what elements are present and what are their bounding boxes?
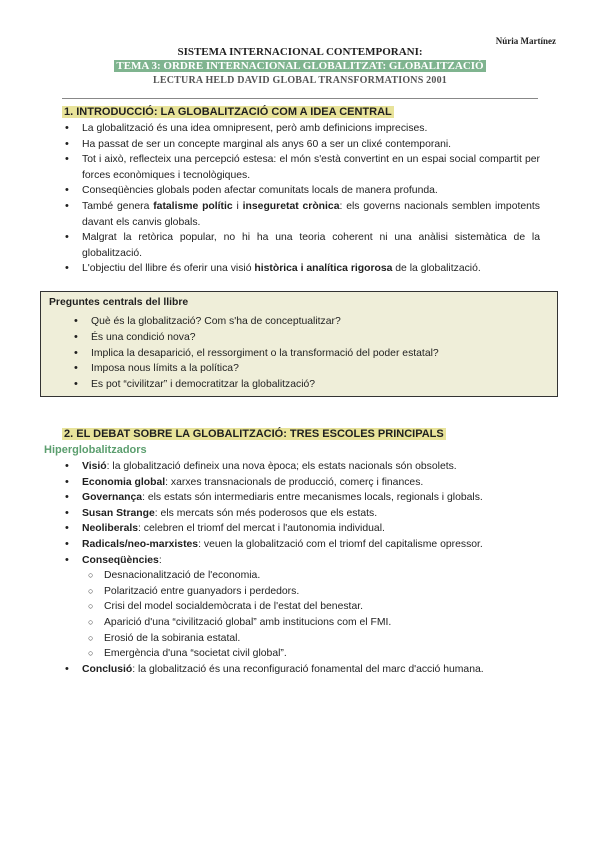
bullet-text: La globalització és una idea omnipresent, però amb definicions imprecises. bbox=[82, 123, 428, 134]
list-item bbox=[62, 553, 540, 662]
course-title: SISTEMA INTERNACIONAL CONTEMPORANI: bbox=[177, 46, 423, 58]
bullet-text: També genera bbox=[82, 200, 154, 212]
list-item bbox=[62, 490, 540, 506]
list-item bbox=[62, 521, 540, 537]
bullet-text: L'objectiu del llibre és oferir una visió bbox=[82, 263, 255, 275]
bullet-text: : els mercats són més poderosos que els estats. bbox=[154, 507, 378, 519]
key-questions-list bbox=[71, 314, 541, 393]
header-divider bbox=[62, 98, 538, 99]
bullet-text: de la globalització. bbox=[392, 263, 481, 275]
section-2-heading-text: 2. EL DEBAT SOBRE LA GLOBALITZACIÓ: TRES ESCOLES PRINCIPALS bbox=[64, 428, 444, 440]
topic-title bbox=[0, 60, 600, 72]
bullet-text: : els governs nacionals semblen impotents davant els canvis globals. bbox=[82, 200, 541, 228]
author-name: Núria Martínez bbox=[495, 36, 556, 46]
bullet-bold-text: Radicals/neo-marxistes bbox=[82, 538, 199, 550]
sub-list-item: ○ Erosió de la sobirania estatal. bbox=[82, 631, 540, 647]
consequences-label: Conseqüències bbox=[82, 554, 159, 566]
sub-list-item: ○ Desnacionalització de l'economia. bbox=[82, 568, 540, 584]
list-item bbox=[62, 459, 540, 475]
list-item: • Implica la desaparició, el ressorgiment o la transformació del poder estatal? bbox=[71, 346, 541, 362]
key-questions-box bbox=[40, 291, 558, 397]
bullet-text: : veuen la globalització com el triomf del capitalisme opressor. bbox=[198, 538, 483, 550]
sub-list-item: ○ Aparició d'una “civilització global” amb institucions com el FMI. bbox=[82, 615, 540, 631]
reading-title: LECTURA HELD DAVID GLOBAL TRANSFORMATIONS 2001 bbox=[153, 75, 447, 86]
section-2-heading bbox=[62, 428, 446, 440]
list-item: • Imposa nous límits a la política? bbox=[71, 361, 541, 377]
bullet-bold-text: Susan Strange bbox=[82, 507, 155, 519]
conclusion-label: Conclusió bbox=[82, 663, 133, 675]
bullet-text: i bbox=[232, 200, 243, 212]
bullet-text: : els estats són intermediaris entre mecanismes locals, regionals i globals. bbox=[142, 492, 483, 504]
bullet-text: Tot i això, reflecteix una percepció estesa: el món s'està convertint en un espai social compartit per forces econòmiques i tecnològiques. bbox=[82, 154, 540, 181]
list-item bbox=[62, 230, 540, 261]
bullet-bold-text: fatalisme polític bbox=[153, 200, 233, 212]
list-item bbox=[62, 199, 540, 230]
list-item: • És una condició nova? bbox=[71, 330, 541, 346]
sub-list-item: ○ Crisi del model socialdemòcrata i de l'estat del benestar. bbox=[82, 599, 540, 615]
bullet-bold-text: inseguretat crònica bbox=[242, 200, 340, 212]
bullet-text: : la globalització és una reconfiguració fonamental del marc d'acció humana. bbox=[132, 663, 484, 675]
sub-list-item: ○ Polarització entre guanyadors i perdedors. bbox=[82, 584, 540, 600]
bullet-bold-text: Neoliberals bbox=[82, 523, 139, 535]
list-item: • Es pot “civilitzar” i democratitzar la globalització? bbox=[71, 377, 541, 393]
list-item bbox=[62, 137, 540, 153]
bullet-bold-text: Visió bbox=[82, 461, 107, 472]
section-1-heading-text: 1. INTRODUCCIÓ: LA GLOBALITZACIÓ COM A IDEA CENTRAL bbox=[64, 106, 392, 118]
list-item bbox=[62, 183, 540, 199]
bullet-bold-text: Economia global bbox=[82, 476, 166, 488]
bullet-bold-text: històrica i analítica rigorosa bbox=[254, 263, 393, 275]
list-item bbox=[62, 121, 540, 137]
bullet-text: : celebren el triomf del mercat i l'autonomia individual. bbox=[138, 523, 385, 535]
list-item bbox=[62, 506, 540, 522]
list-item bbox=[62, 152, 540, 183]
section-1-heading bbox=[62, 106, 394, 118]
bullet-text: : xarxes transnacionals de producció, comerç i finances. bbox=[165, 476, 424, 488]
key-questions-title: Preguntes centrals del llibre bbox=[49, 297, 189, 308]
list-item bbox=[62, 261, 540, 277]
bullet-bold-text: Governança bbox=[82, 492, 143, 504]
hyperglobalists-bullet-list bbox=[62, 459, 540, 677]
bullet-text: Malgrat la retòrica popular, no hi ha una teoria coherent ni una anàlisi sistemàtica de la globalització. bbox=[82, 232, 540, 259]
list-item bbox=[62, 537, 540, 553]
bullet-text: Ha passat de ser un concepte marginal als anys 60 a ser un clixé contemporani. bbox=[82, 138, 452, 150]
topic-title-text: TEMA 3: ORDRE INTERNACIONAL GLOBALITZAT: GLOBALITZACIÓ bbox=[116, 60, 484, 72]
sub-list-item: ○ Emergència d'una “societat civil global”. bbox=[82, 646, 540, 662]
list-item: • Què és la globalització? Com s'ha de conceptualitzar? bbox=[71, 314, 541, 330]
bullet-text: : bbox=[158, 554, 162, 566]
bullet-text: Conseqüències globals poden afectar comunitats locals de manera profunda. bbox=[82, 185, 438, 197]
list-item bbox=[62, 662, 540, 678]
hyperglobalists-subheading: Hiperglobalitzadors bbox=[44, 444, 147, 456]
intro-bullet-list bbox=[62, 121, 540, 277]
consequences-sublist bbox=[82, 568, 540, 662]
bullet-text: : la globalització defineix una nova època; els estats nacionals són obsolets. bbox=[106, 461, 457, 472]
list-item bbox=[62, 475, 540, 491]
